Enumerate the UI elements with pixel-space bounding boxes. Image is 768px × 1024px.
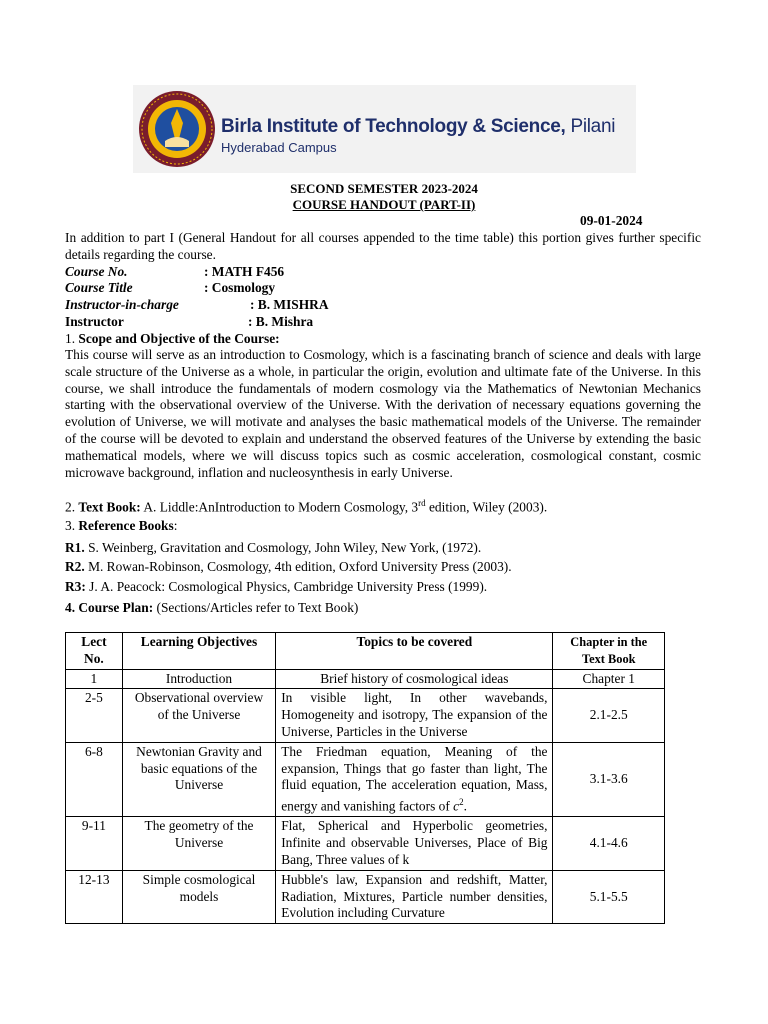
- chapter-cell: 3.1-3.6: [553, 742, 665, 817]
- objective-cell: The geometry of the Universe: [122, 817, 275, 870]
- chapter-cell: Chapter 1: [553, 669, 665, 689]
- topics-cell: In visible light, In other wavebands, Homogeneity and isotropy, The expansion of the Universe, Particles in the Universe: [276, 689, 553, 742]
- handout-date: 09-01-2024: [580, 213, 643, 228]
- scope-paragraph: This course will serve as an introduction to Cosmology, which is a fascinating branch of science and deals with large scale structure of the Universe as a whole, in particular the origin, evolution and ultimate fate of the Universe. In this course, we shall introduce the fundamentals of modern cosmology via the Mathematics of Newtonian Mechanics starting with the observational overview of the Universe. With the derivation of necessary equations governing the evolution of Universe, we will motivate and analyses the basic mathematical models of the Universe. The remainder of the course will be devoted to explain and understand the observed features of the Universe by extending the basic mathematical models, where we will discuss topics such as cosmic acceleration, cosmological constant, cosmic microwave background, inflation and nucleosynthesis in early Universe.: [65, 347, 701, 480]
- lect-cell: 12-13: [66, 870, 123, 923]
- table-row: [66, 742, 665, 817]
- instructor-in-charge-row: Instructor-in-charge : B. MISHRA: [65, 297, 329, 312]
- reference-item: R1. S. Weinberg, Gravitation and Cosmology, John Wiley, New York, (1972).: [65, 540, 482, 555]
- institute-banner: [133, 85, 636, 173]
- lect-cell: 6-8: [66, 742, 123, 817]
- header-learning-objectives: Learning Objectives: [122, 633, 275, 670]
- objective-cell: Introduction: [122, 669, 275, 689]
- chapter-cell: 2.1-2.5: [553, 689, 665, 742]
- lect-cell: 2-5: [66, 689, 123, 742]
- course-title-row: Course Title : Cosmology: [65, 280, 276, 295]
- reference-item: R3: J. A. Peacock: Cosmological Physics, Cambridge University Press (1999).: [65, 579, 488, 594]
- references-heading: 3. Reference Books:: [65, 518, 178, 533]
- scope-heading: 1. Scope and Objective of the Course:: [65, 331, 280, 346]
- topics-cell: Brief history of cosmological ideas: [276, 669, 553, 689]
- header-lect-no: Lect No.: [66, 633, 123, 670]
- header-chapter: Chapter in the Text Book: [553, 633, 665, 670]
- table-row: [66, 817, 665, 870]
- textbook-line: 2. Text Book: A. Liddle:AnIntroduction to Modern Cosmology, 3rd edition, Wiley (2003).: [65, 498, 548, 515]
- chapter-cell: 5.1-5.5: [553, 870, 665, 923]
- topics-cell: The Friedman equation, Meaning of the expansion, Things that go faster than light, The fluid equation, The acceleration equation, Mass, energy and vanishing factors of $c^2$.: [276, 742, 553, 817]
- lect-cell: 9-11: [66, 817, 123, 870]
- header-topics: Topics to be covered: [276, 633, 553, 670]
- chapter-cell: 4.1-4.6: [553, 817, 665, 870]
- reference-item: R2. M. Rowan-Robinson, Cosmology, 4th edition, Oxford University Press (2003).: [65, 559, 512, 574]
- topics-cell: Hubble's law, Expansion and redshift, Matter, Radiation, Mixtures, Particle number densities, Evolution including Curvature: [276, 870, 553, 923]
- intro-paragraph: In addition to part I (General Handout for all courses appended to the time table) this portion gives further specific details regarding the course.: [65, 230, 701, 262]
- institute-name: Birla Institute of Technology & Science, Pilani: [221, 116, 616, 137]
- instructor-row: Instructor : B. Mishra: [65, 314, 314, 329]
- table-row: [66, 669, 665, 689]
- table-row: [66, 689, 665, 742]
- semester-title: SECOND SEMESTER 2023-2024: [290, 181, 478, 196]
- course-no-row: Course No. : MATH F456: [65, 264, 285, 279]
- lect-cell: 1: [66, 669, 123, 689]
- bits-seal-icon: [137, 89, 217, 169]
- handout-title: COURSE HANDOUT (PART-II): [292, 197, 476, 212]
- table-row: [66, 870, 665, 923]
- course-plan-table: [65, 632, 665, 924]
- objective-cell: Observational overview of the Universe: [122, 689, 275, 742]
- objective-cell: Simple cosmological models: [122, 870, 275, 923]
- topics-cell: Flat, Spherical and Hyperbolic geometries, Infinite and observable Universes, Place of Big Bang, Three values of k: [276, 817, 553, 870]
- course-plan-heading: 4. Course Plan: (Sections/Articles refer to Text Book): [65, 600, 359, 615]
- table-header-row: [66, 633, 665, 670]
- campus-name: Hyderabad Campus: [221, 140, 337, 155]
- objective-cell: Newtonian Gravity and basic equations of the Universe: [122, 742, 275, 817]
